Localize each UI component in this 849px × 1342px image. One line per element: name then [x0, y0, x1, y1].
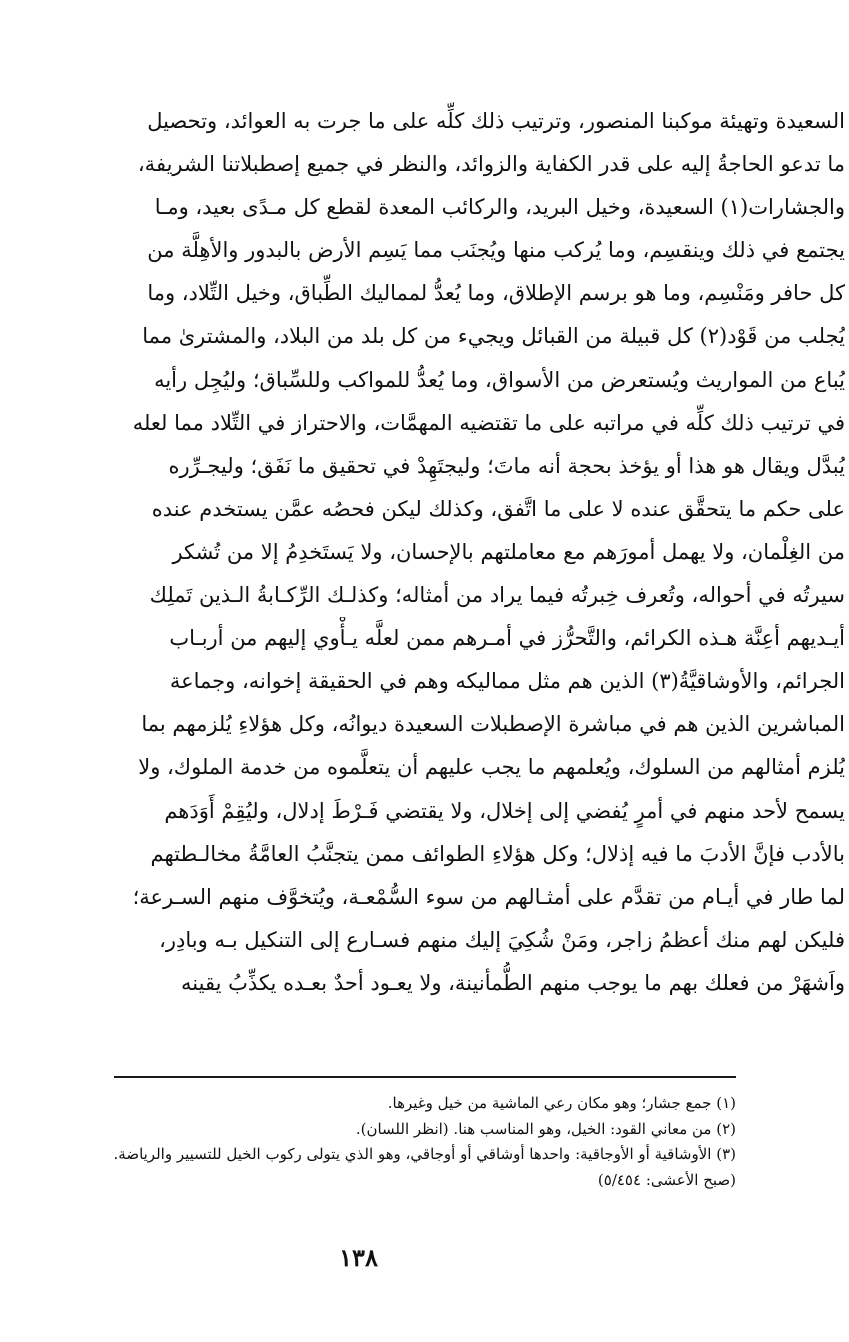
text-line: على حكم ما يتحقَّق عنده لا على ما اتَّفق، وكذلك ليكن فحصُه عمَّن يستخدم عنده [151, 496, 845, 521]
text-line: بالأدب فإنَّ الأدبَ ما فيه إذلال؛ وكل هؤلاءِ الطوائف ممن يتجنَّبُ العامَّةُ مخالـطتهم [150, 841, 845, 866]
text-line: يُبدَّل ويقال هو هذا أو يؤخذ بحجة أنه ماتَ؛ وليجتَهِدْ في تحقيق ما نَفَق؛ وليجـرِّره [168, 453, 845, 478]
text-line: يُجلب من قَوْد(٢) كل قبيلة من القبائل ويجيء من كل بلد من البلاد، والمشترىٰ مما [142, 324, 845, 349]
text-line: في ترتيب ذلك كلِّه في مراتبه على ما تقتضيه المهمَّات، والاحتراز في التِّلاد مما لعله [132, 410, 845, 435]
text-line: أيـديهم أعِنَّة هـذه الكرائم، والتَّحرُّز في أمـرهم ممن لعلَّه يـأْوي إليهم من أربـاب [169, 626, 845, 651]
page-number: ١٣٨ [339, 1243, 378, 1272]
text-line: فليكن لهم منك أعظمُ زاجر، ومَنْ شُكِيَ إليك منهم فسـارع إلى التنكيل بـه وبادِر، [159, 927, 845, 952]
text-line: يسمح لأحد منهم في أمرٍ يُفضي إلى إخلال، ولا يقتضي فَـرْطَ إدلال، وليُقِمْ أَوَدَهم [164, 798, 845, 823]
text-line: يجتمع في ذلك وينقسِم، وما يُركب منها ويُجنَب مما يَسِم الأرض بالبدور والأهِلَّة من [147, 238, 845, 263]
text-line: السعيدة وتهيئة موكبنا المنصور، وترتيب ذلك كلِّه على ما جرت به العوائد، وتحصيل [147, 109, 845, 133]
text-line: المباشرين الذين هم في مباشرة الإصطبلات السعيدة ديوانُه، وكل هؤلاءِ يُلزمهم بما [141, 712, 845, 737]
text-line: كل حافر ومَنْسِم، وما هو برسم الإطلاق، وما يُعدُّ لمماليك الطِّباق، وخيل التِّلاد، وما [147, 281, 845, 306]
footnote-2: (٢) من معاني القود: الخيل، وهو المناسب هنا. (انظر اللسان). [355, 1119, 736, 1138]
footnote-3-source: (صبح الأعشى: ٥/٤٥٤) [597, 1170, 736, 1189]
text-line: سيرتُه في أحواله، وتُعرف خِبرتُه فيما يراد من أمثاله؛ وكذلـك الرِّكـابةُ الـذين تَملِك [149, 583, 845, 608]
main-text [3, 100, 845, 1005]
text-line: واَشهَرْ من فعلك بهم ما يوجب منهم الطُّمأنينة، ولا يعـود أحدٌ بعـده يكذِّبُ يقينه [181, 970, 845, 995]
text-line: من الغِلْمان، ولا يهمل أمورَهم مع معاملتهم بالإحسان، ولا يَستَخدِمُ إلا من تُشكر [172, 539, 845, 564]
text-line: يُباع من المواريث ويُستعرض من الأسواق، وما يُعدُّ للمواكب وللسِّباق؛ وليُجِل رأيه [154, 367, 845, 392]
text-line: لما طار في أيـام من تقدَّم على أمثـالهم من سوء السُّمْعـة، ويُتخوَّف منهم السـرعة؛ [132, 884, 845, 909]
footnote-1: (١) جمع جشار؛ وهو مكان رعي الماشية من خيل وغيرها. [387, 1094, 736, 1112]
footnote-3: (٣) الأوشاقية أو الأوجاقية: واحدها أوشاقي أو أوجاقي، وهو الذي يتولى ركوب الخيل للتسيير والرياضة. [113, 1145, 736, 1163]
text-line: يُلزم أمثالهم من السلوك، ويُعلمهم ما يجب عليهم أن يتعلَّموه من خدمة الملوك، ولا [138, 755, 845, 780]
footnote-divider [114, 1076, 736, 1078]
footnotes [11, 1091, 736, 1193]
text-line: ما تدعو الحاجةُ إليه على قدر الكفاية والزوائد، والنظر في جميع إصطبلاتنا الشريفة، [137, 152, 845, 177]
text-line: الجرائم، والأوشاقيَّةُ(٣) الذين هم مثل مماليكه وهم في الحقيقة إخوانه، وجماعة [169, 669, 845, 694]
text-line: والجشارات(١) السعيدة، وخيل البريد، والركائب المعدة لقطع كل مـدًى بعيد، ومـا [154, 195, 845, 220]
